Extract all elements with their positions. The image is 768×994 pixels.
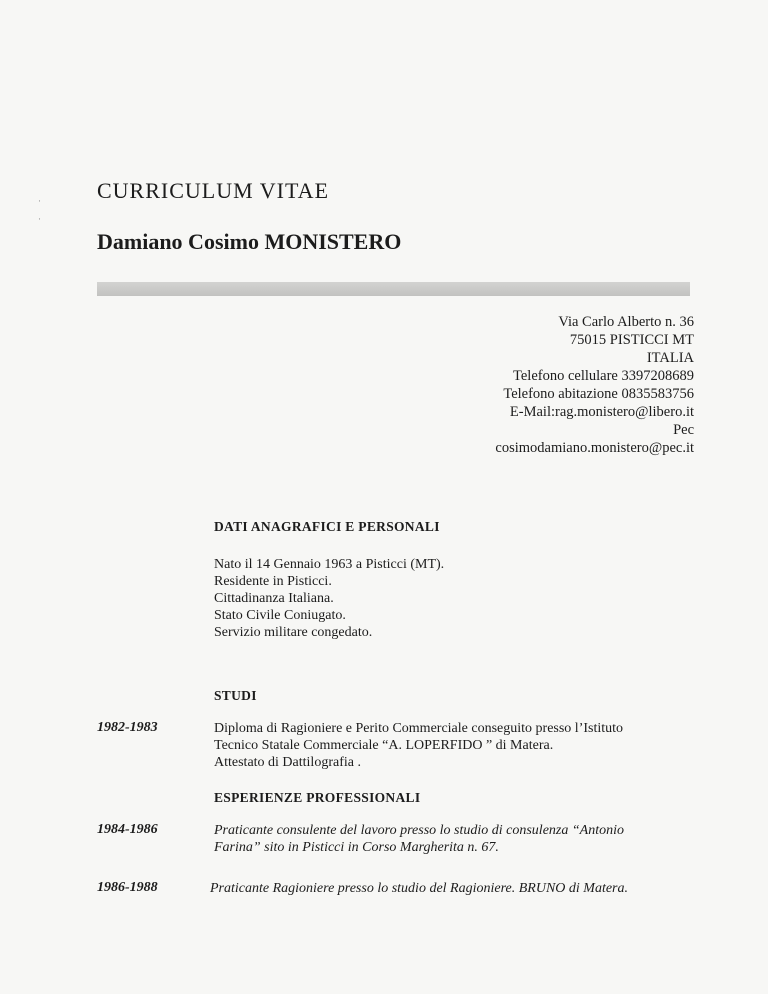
section-heading-personal: DATI ANAGRAFICI E PERSONALI: [214, 519, 440, 534]
personal-details: [214, 556, 444, 641]
experience-entry: [210, 880, 628, 897]
studies-line: Attestato di Dattilografia .: [214, 755, 361, 770]
studies-line: Tecnico Statale Commerciale “A. LOPERFIDO ” di Matera.: [214, 738, 554, 753]
section-heading-studies: STUDI: [214, 688, 257, 703]
personal-line: Stato Civile Coniugato.: [214, 608, 346, 623]
contact-mobile: Telefono cellulare 3397208689: [513, 368, 694, 384]
experience-line: Praticante Ragioniere presso lo studio del Ragioniere. BRUNO di Matera.: [210, 881, 628, 896]
contact-address: Via Carlo Alberto n. 36: [558, 314, 694, 330]
experience-line: Praticante consulente del lavoro presso lo studio di consulenza “Antonio: [214, 823, 624, 838]
contact-pec-label: Pec: [673, 422, 694, 438]
personal-line: Residente in Pisticci.: [214, 574, 332, 589]
experience-years: 1984-1986: [97, 822, 158, 837]
personal-line: Cittadinanza Italiana.: [214, 591, 334, 606]
experience-line: Farina” sito in Pisticci in Corso Margherita n. 67.: [214, 840, 499, 855]
experience-entry: [214, 822, 624, 856]
document-title: CURRICULUM VITAE: [97, 178, 330, 203]
header-divider: [97, 282, 690, 296]
section-heading-experience: ESPERIENZE PROFESSIONALI: [214, 790, 421, 805]
contact-pec: cosimodamiano.monistero@pec.it: [495, 440, 694, 456]
candidate-name: Damiano Cosimo MONISTERO: [97, 229, 402, 254]
contact-city: 75015 PISTICCI MT: [569, 332, 694, 348]
contact-block: [495, 313, 694, 457]
contact-home-phone: Telefono abitazione 0835583756: [503, 386, 694, 402]
personal-line: Servizio militare congedato.: [214, 625, 373, 640]
studies-years: 1982-1983: [97, 720, 158, 735]
experience-years: 1986-1988: [97, 880, 158, 895]
studies-line: Diploma di Ragioniere e Perito Commerciale conseguito presso l’Istituto: [214, 721, 624, 736]
scan-speck: ·: [38, 214, 41, 224]
studies-entry: [214, 720, 623, 771]
contact-email: E-Mail:rag.monistero@libero.it: [509, 404, 694, 420]
contact-country: ITALIA: [646, 350, 694, 366]
personal-line: Nato il 14 Gennaio 1963 a Pisticci (MT).: [214, 557, 445, 572]
scan-speck: ·: [38, 196, 41, 206]
